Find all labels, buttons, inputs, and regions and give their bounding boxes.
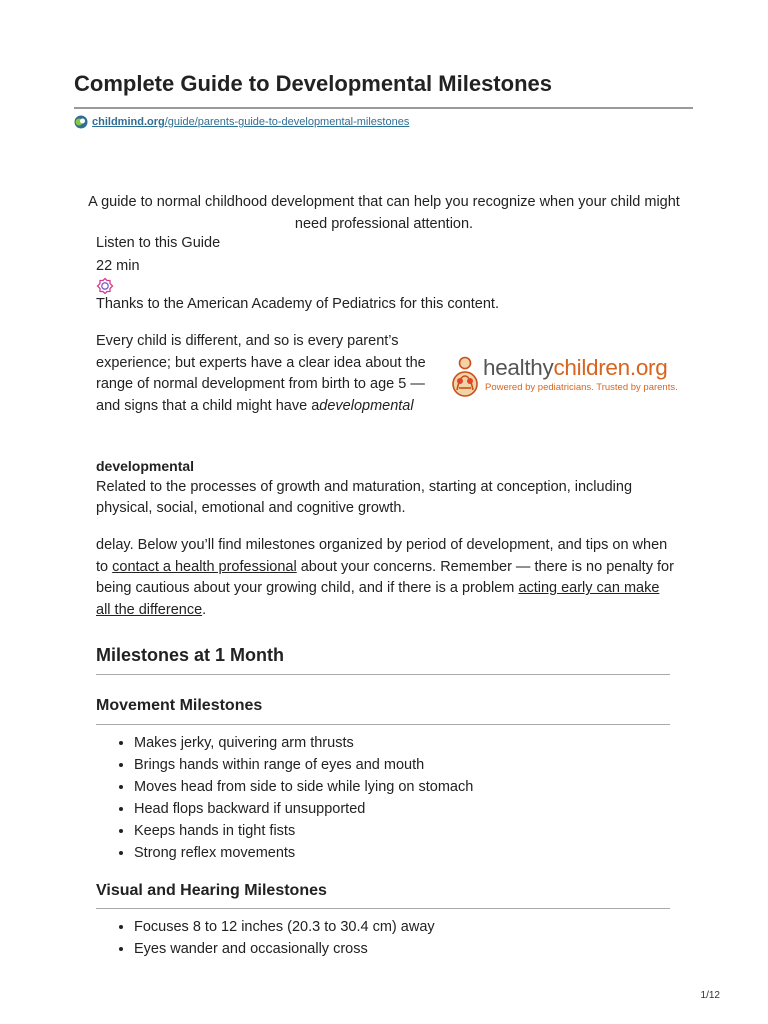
list-item: • Head flops backward if unsupported (134, 798, 674, 820)
page-title: Complete Guide to Developmental Milestones (74, 71, 552, 96)
acting-early-link[interactable]: acting early can make all the difference (96, 580, 660, 619)
title-divider (74, 107, 693, 109)
intro-paragraph (96, 331, 426, 418)
visual-hearing-list (96, 916, 674, 960)
intro-text: A guide to normal childhood development that can help you recognize when your child might need professional attention. (88, 194, 680, 232)
visual-divider (96, 908, 670, 909)
list-item: • Focuses 8 to 12 inches (20.3 to 30.4 cm) away (134, 916, 674, 938)
movement-milestones-list (96, 732, 674, 864)
intro-paragraph-italic: developmental (319, 398, 414, 415)
section-heading-1-month: Milestones at 1 Month (96, 645, 285, 665)
listen-duration: 22 min (96, 258, 140, 274)
logo-wordmark: healthychildren.org (483, 355, 668, 380)
delay-paragraph (96, 535, 676, 622)
thanks-text: Thanks to the American Academy of Pediatrics for this content. (96, 296, 499, 312)
audio-badge-icon[interactable] (96, 277, 114, 295)
definition-term: developmental (96, 458, 195, 474)
list-item: • Eyes wander and occasionally cross (134, 938, 674, 960)
source-path[interactable]: /guide/parents-guide-to-developmental-milestones (164, 116, 410, 128)
childmind-logo-icon (74, 115, 88, 129)
list-item: • Brings hands within range of eyes and mouth (134, 754, 674, 776)
page-number: 1/12 (700, 990, 720, 1001)
intro-paragraph-text: Every child is different, and so is every parent’s experience; but experts have a clear idea about the range of normal development from birth to age 5 — and signs that a child might have a (96, 333, 426, 415)
list-item: • Keeps hands in tight fists (134, 820, 674, 842)
section-divider (96, 674, 670, 675)
contact-health-professional-link[interactable]: contact a health professional (112, 558, 297, 575)
delay-text-3: . (202, 602, 207, 619)
listen-label[interactable]: Listen to this Guide (96, 235, 221, 251)
movement-milestones-heading: Movement Milestones (96, 697, 263, 714)
delay-text-1: delay. Below you’ll find milestones organized by period of development, and tips on when to (96, 537, 668, 575)
healthychildren-logo (450, 353, 680, 399)
delay-text-2: about your concerns. Remember — there is no penalty for being cautious about your growing child, and if there is a problem (96, 558, 674, 597)
family-icon (450, 354, 480, 398)
visual-hearing-heading: Visual and Hearing Milestones (96, 882, 327, 899)
source-domain[interactable]: childmind.org (92, 116, 165, 128)
definition-text: Related to the processes of growth and maturation, starting at conception, including physical, social, emotional and cognitive growth. (96, 479, 633, 516)
source-link[interactable] (74, 113, 409, 131)
list-item: • Strong reflex movements (134, 842, 674, 864)
logo-tagline: Powered by pediatricians. Trusted by parents. (485, 382, 678, 393)
movement-divider (96, 724, 670, 725)
list-item: • Moves head from side to side while lying on stomach (134, 776, 674, 798)
list-item: • Makes jerky, quivering arm thrusts (134, 732, 674, 754)
